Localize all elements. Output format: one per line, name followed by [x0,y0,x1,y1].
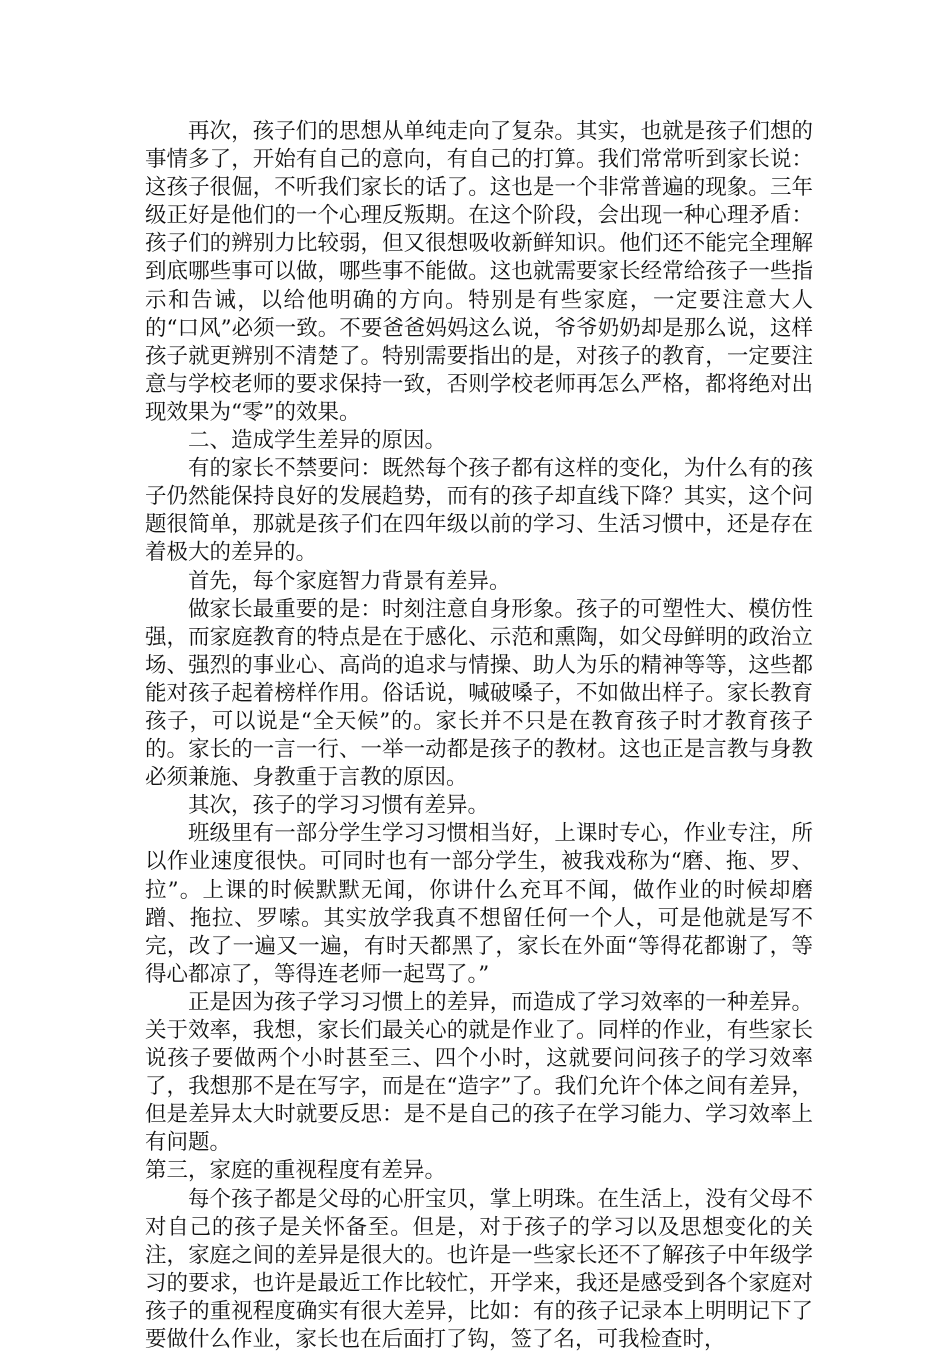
heading-study-habits: 其次，孩子的学习习惯有差异。 [188,793,490,819]
paragraph-question-from-parents: 有的家长不禁要问：既然每个孩子都有这样的变化，为什么有的孩子仍然能保持良好的发展趋势，而有的孩子却直线下降？其实，这个问题很简单，那就是孩子们在四年级以前的学习、生活习惯中，还是存在着极大的差异的。 [145,456,813,566]
heading-intellectual-background: 首先，每个家庭智力背景有差异。 [188,568,511,594]
heading-family-attention: 第三，家庭的重视程度有差异。 [145,1158,447,1184]
paragraph-study-habits: 班级里有一部分学生学习习惯相当好，上课时专心，作业专注，所以作业速度很快。可同时也有一部分学生，被我戏称为“磨、拖、罗、拉”。上课的时候默默无闻，你讲什么充耳不闻，做作业的时候却磨蹭、拖拉、罗嗦。其实放学我真不想留任何一个人，可是他就是写不完，改了一遍又一遍，有时天都黑了，家长在外面“等得花都谢了，等得心都凉了，等得连老师一起骂了。” [145,821,813,987]
paragraph-parent-example: 做家长最重要的是：时刻注意自身形象。孩子的可塑性大、模仿性强，而家庭教育的特点是在于感化、示范和熏陶，如父母鲜明的政治立场、强烈的事业心、高尚的追求与情操、助人为乐的精神等等，这些都能对孩子起着榜样作用。俗话说，喊破嗓子，不如做出样子。家长教育孩子，可以说是“全天候”的。家长并不只是在教育孩子时才教育孩子的。家长的一言一行、一举一动都是孩子的教材。这也正是言教与身教必须兼施、身教重于言教的原因。 [145,596,813,791]
heading-reasons-for-differences: 二、造成学生差异的原因。 [188,428,447,454]
paragraph-efficiency: 正是因为孩子学习习惯上的差异，而造成了学习效率的一种差异。关于效率，我想，家长们最关心的就是作业了。同样的作业，有些家长说孩子要做两个小时甚至三、四个小时，这就要问问孩子的学习效率了，我想那不是在写字，而是在“造字”了。我们允许个体之间有差异，但是差异太大时就要反思：是不是自己的孩子在学习能力、学习效率上有问题。 [145,989,813,1156]
paragraph-mental-change: 再次，孩子们的思想从单纯走向了复杂。其实，也就是孩子们想的事情多了，开始有自己的意向，有自己的打算。我们常常听到家长说：这孩子很倔，不听我们家长的话了。这也是一个非常普遍的现象。三年级正好是他们的一个心理反叛期。在这个阶段，会出现一种心理矛盾：孩子们的辨别力比较弱，但又很想吸收新鲜知识。他们还不能完全理解到底哪些事可以做，哪些事不能做。这也就需要家长经常给孩子一些指示和告诫，以给他明确的方向。特别是有些家庭，一定要注意大人的“口风”必须一致。不要爸爸妈妈这么说，爷爷奶奶却是那么说，这样孩子就更辨别不清楚了。特别需要指出的是，对孩子的教育，一定要注意与学校老师的要求保持一致，否则学校老师再怎么严格，都将绝对出现效果为“零”的效果。 [145,119,813,425]
document-page [145,118,813,1354]
paragraph-family-attention: 每个孩子都是父母的心肝宝贝，掌上明珠。在生活上，没有父母不对自己的孩子是关怀备至。但是，对于孩子的学习以及思想变化的关注，家庭之间的差异是很大的。也许是一些家长还不了解孩子中年级学习的要求，也许是最近工作比较忙，开学来，我还是感受到各个家庭对孩子的重视程度确实有很大差异，比如：有的孩子记录本上明明记下了要做什么作业，家长也在后面打了钩，签了名，可我检查时， [145,1186,813,1353]
